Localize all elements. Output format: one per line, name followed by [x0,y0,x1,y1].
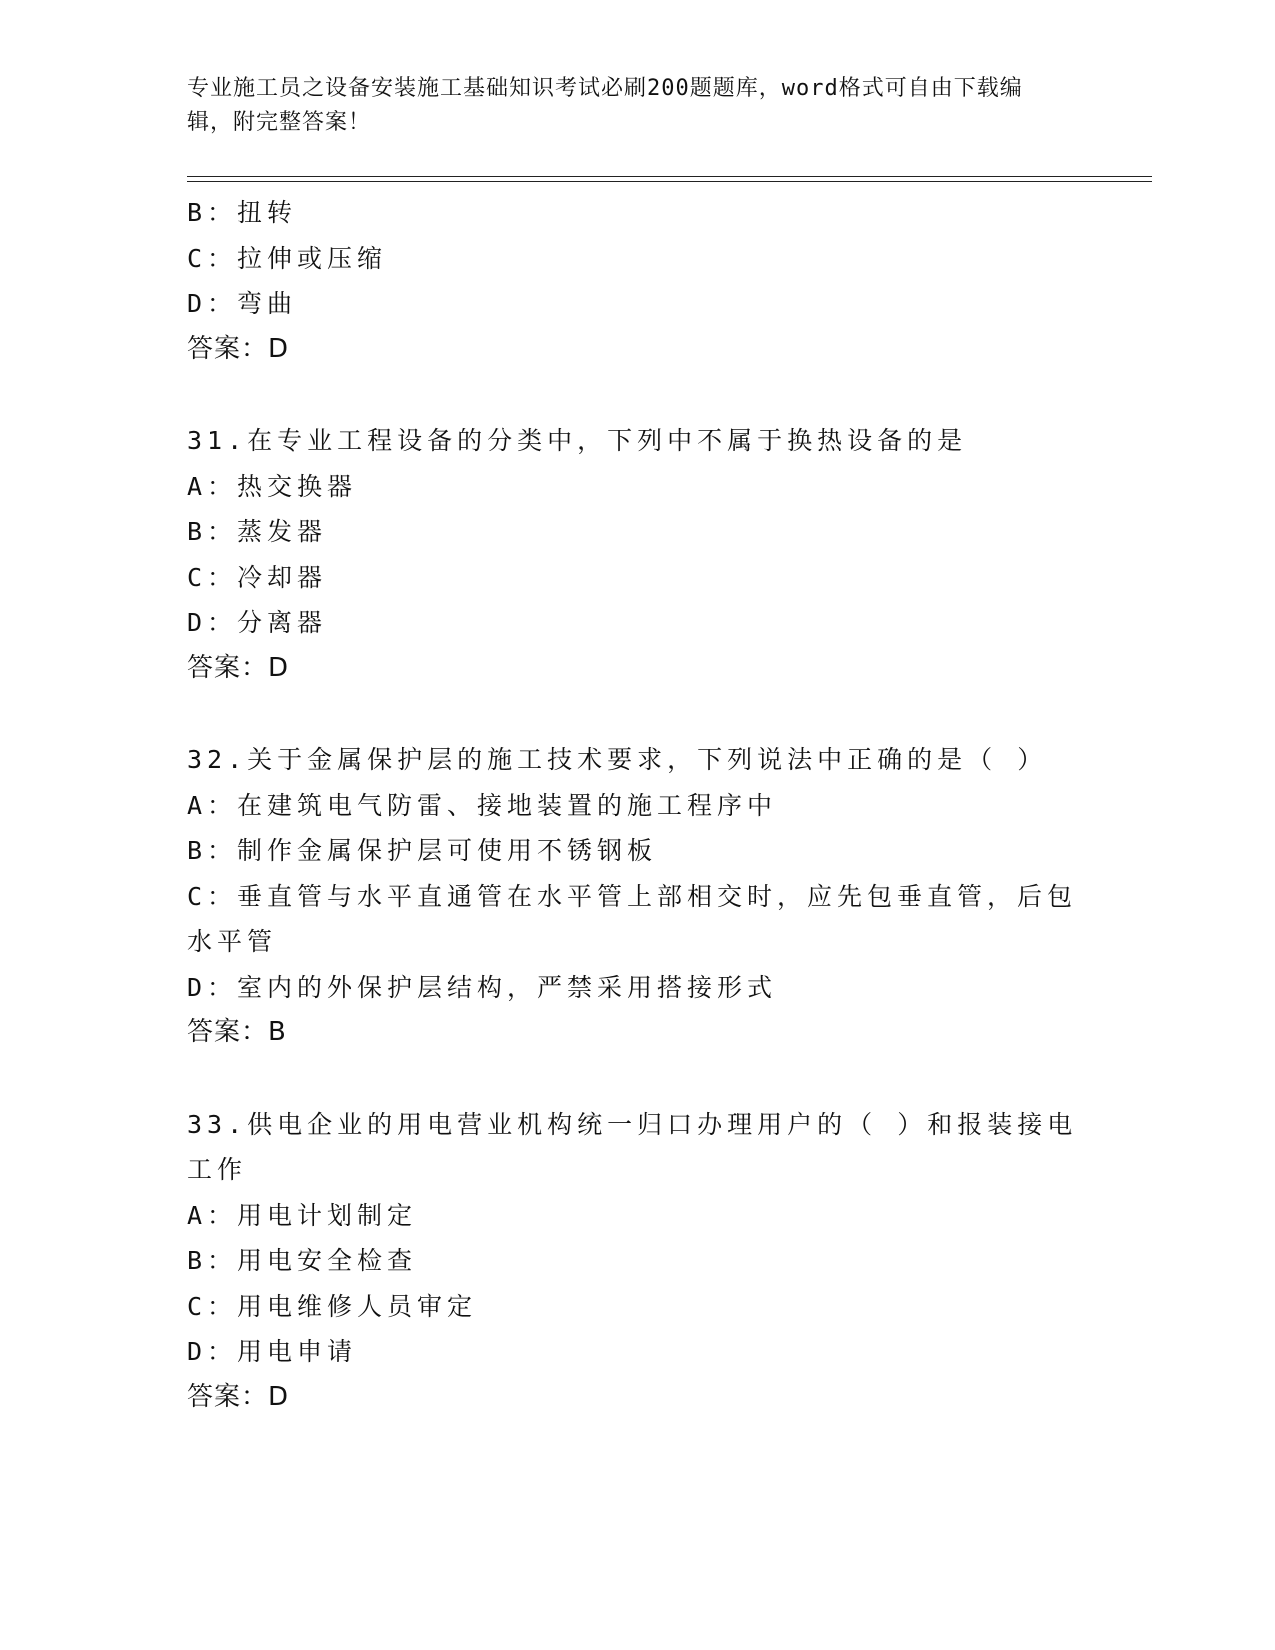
header-rule-top [187,176,1152,177]
option-a: A：用电计划制定 [187,1200,418,1230]
question-33 [187,1102,1087,1421]
question-32 [187,737,1087,1056]
header-rule-bottom [187,181,1152,182]
option-c: C：冷却器 [187,562,328,592]
option-c: C：用电维修人员审定 [187,1291,478,1321]
option-d: D：用电申请 [187,1337,358,1366]
option-b: B：扭转 [187,198,298,227]
question-text: 31.在专业工程设备的分类中，下列中不属于换热设备的是 [187,426,968,455]
option-c: C：垂直管与水平直通管在水平管上部相交时，应先包垂直管，后包水平管 [187,881,1078,956]
option-a: A：热交换器 [187,471,358,501]
spacer [187,1056,1087,1102]
spacer [187,372,1087,418]
spacer [187,691,1087,737]
answer-label: 答案：B [187,1017,287,1047]
option-b: B：蒸发器 [187,517,328,546]
option-a: A：在建筑电气防雷、接地装置的施工程序中 [187,790,778,820]
answer-label: 答案：D [187,1381,290,1412]
option-b: B：用电安全检查 [187,1246,418,1275]
answer-label: 答案：D [187,333,290,364]
answer-label: 答案：D [187,652,290,683]
question-30-continued [187,190,1087,372]
question-text: 32.关于金属保护层的施工技术要求，下列说法中正确的是（ ） [187,745,1048,774]
option-d: D：弯曲 [187,289,298,318]
option-d: D：分离器 [187,608,328,637]
question-text: 33.供电企业的用电营业机构统一归口办理用户的（ ）和报装接电工作 [187,1109,1078,1184]
option-d: D：室内的外保护层结构，严禁采用搭接形式 [187,972,778,1002]
question-list [187,190,1087,1420]
option-c: C：拉伸或压缩 [187,243,388,273]
option-b: B：制作金属保护层可使用不锈钢板 [187,836,658,865]
question-31 [187,418,1087,691]
document-header: 专业施工员之设备安装施工基础知识考试必刷200题题库，word格式可自由下载编辑，附完整答案！ [187,76,1023,135]
